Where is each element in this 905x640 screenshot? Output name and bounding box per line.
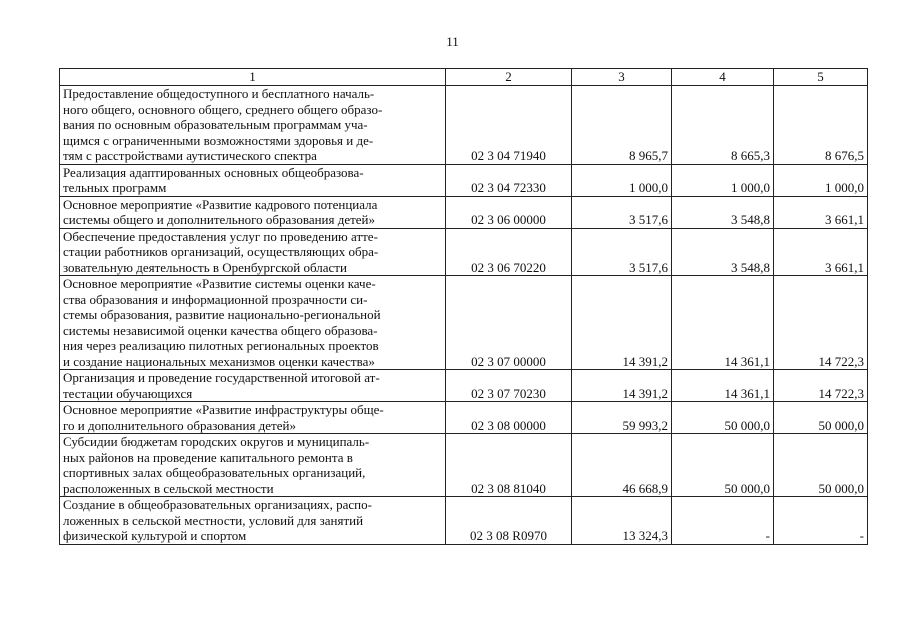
row-description xyxy=(60,497,446,545)
description-line: тестации обучающихся xyxy=(63,385,193,401)
budget-code: 02 3 08 81040 xyxy=(446,434,572,497)
row-description xyxy=(60,402,446,434)
budget-code: 02 3 04 71940 xyxy=(446,86,572,165)
amount-col-5: 8 676,5 xyxy=(774,86,868,165)
column-header-5: 5 xyxy=(774,69,868,86)
amount-col-5: 3 661,1 xyxy=(774,196,868,228)
description-line: стации работников организаций, осуществляющих обра- xyxy=(63,244,379,259)
header-row xyxy=(60,69,868,86)
description-line: физической культурой и спортом xyxy=(63,528,247,543)
amount-col-5: 14 722,3 xyxy=(774,370,868,402)
column-header-4: 4 xyxy=(672,69,774,86)
description-line: Реализация адаптированных основных общеобразова- xyxy=(63,164,364,180)
description-line: го и дополнительного образования детей» xyxy=(63,417,296,433)
amount-col-5: - xyxy=(774,497,868,545)
amount-col-5: 50 000,0 xyxy=(774,434,868,497)
table-row xyxy=(60,86,868,165)
description-line: расположенных в сельской местности xyxy=(63,480,274,496)
amount-col-3: 3 517,6 xyxy=(572,196,672,228)
budget-table xyxy=(59,68,868,545)
page-number: 11 xyxy=(446,34,459,49)
description-line: стемы образования, развитие национально-региональной xyxy=(63,307,381,322)
table-row xyxy=(60,370,868,402)
amount-col-4: 14 361,1 xyxy=(672,276,774,370)
amount-col-4: - xyxy=(672,497,774,545)
table-row xyxy=(60,164,868,196)
row-description xyxy=(60,434,446,497)
table-row xyxy=(60,434,868,497)
description-line: ния через реализацию пилотных региональных проектов xyxy=(63,338,379,353)
table-row xyxy=(60,402,868,434)
row-description xyxy=(60,370,446,402)
row-description xyxy=(60,276,446,370)
description-line: системы независимой оценки качества общего образова- xyxy=(63,322,378,338)
amount-col-4: 3 548,8 xyxy=(672,228,774,276)
amount-col-4: 3 548,8 xyxy=(672,196,774,228)
budget-code: 02 3 07 00000 xyxy=(446,276,572,370)
table-body xyxy=(60,86,868,545)
table-row xyxy=(60,228,868,276)
description-line: зовательную деятельность в Оренбургской области xyxy=(63,259,347,275)
budget-code: 02 3 04 72330 xyxy=(446,164,572,196)
row-description xyxy=(60,228,446,276)
description-line: щимся с ограниченными возможностями здоровья и де- xyxy=(63,132,374,148)
description-line: Основное мероприятие «Развитие кадрового потенциала xyxy=(63,196,378,212)
description-line: Создание в общеобразовательных организациях, распо- xyxy=(63,497,372,512)
row-description xyxy=(60,86,446,165)
amount-col-4: 50 000,0 xyxy=(672,434,774,497)
description-line: ного общего, основного общего, среднего общего образо- xyxy=(63,101,383,117)
description-line: Обеспечение предоставления услуг по проведению атте- xyxy=(63,228,378,244)
description-line: тям с расстройствами аутистического спектра xyxy=(63,148,317,163)
amount-col-5: 14 722,3 xyxy=(774,276,868,370)
description-line: и создание национальных механизмов оценки качества» xyxy=(63,353,375,369)
description-line: ных районов на проведение капитального ремонта в xyxy=(63,449,353,465)
row-description xyxy=(60,196,446,228)
table-row xyxy=(60,276,868,370)
description-line: Основное мероприятие «Развитие системы оценки каче- xyxy=(63,276,376,291)
description-line: тельных программ xyxy=(63,180,167,195)
amount-col-5: 1 000,0 xyxy=(774,164,868,196)
column-header-1: 1 xyxy=(60,69,446,86)
description-line: ства образования и информационной прозрачности си- xyxy=(63,291,368,307)
description-line: вания по основным образовательным программам уча- xyxy=(63,117,368,132)
budget-code: 02 3 06 00000 xyxy=(446,196,572,228)
description-line: Субсидии бюджетам городских округов и муниципаль- xyxy=(63,434,370,449)
amount-col-3: 59 993,2 xyxy=(572,402,672,434)
budget-code: 02 3 07 70230 xyxy=(446,370,572,402)
table-row xyxy=(60,497,868,545)
amount-col-3: 14 391,2 xyxy=(572,276,672,370)
amount-col-4: 14 361,1 xyxy=(672,370,774,402)
description-line: Организация и проведение государственной итоговой ат- xyxy=(63,370,380,385)
description-line: ложенных в сельской местности, условий для занятий xyxy=(63,512,364,528)
amount-col-3: 3 517,6 xyxy=(572,228,672,276)
description-line: спортивных залах общеобразовательных организаций, xyxy=(63,465,366,480)
table-row xyxy=(60,196,868,228)
amount-col-3: 14 391,2 xyxy=(572,370,672,402)
column-header-2: 2 xyxy=(446,69,572,86)
description-line: системы общего и дополнительного образования детей» xyxy=(63,212,376,227)
amount-col-3: 1 000,0 xyxy=(572,164,672,196)
amount-col-3: 13 324,3 xyxy=(572,497,672,545)
amount-col-4: 8 665,3 xyxy=(672,86,774,165)
row-description xyxy=(60,164,446,196)
amount-col-4: 1 000,0 xyxy=(672,164,774,196)
budget-code: 02 3 08 00000 xyxy=(446,402,572,434)
amount-col-5: 50 000,0 xyxy=(774,402,868,434)
budget-code: 02 3 08 R0970 xyxy=(446,497,572,545)
column-header-3: 3 xyxy=(572,69,672,86)
amount-col-5: 3 661,1 xyxy=(774,228,868,276)
description-line: Основное мероприятие «Развитие инфраструктуры обще- xyxy=(63,402,384,417)
amount-col-3: 8 965,7 xyxy=(572,86,672,165)
budget-code: 02 3 06 70220 xyxy=(446,228,572,276)
amount-col-4: 50 000,0 xyxy=(672,402,774,434)
amount-col-3: 46 668,9 xyxy=(572,434,672,497)
description-line: Предоставление общедоступного и бесплатного началь- xyxy=(63,86,375,101)
